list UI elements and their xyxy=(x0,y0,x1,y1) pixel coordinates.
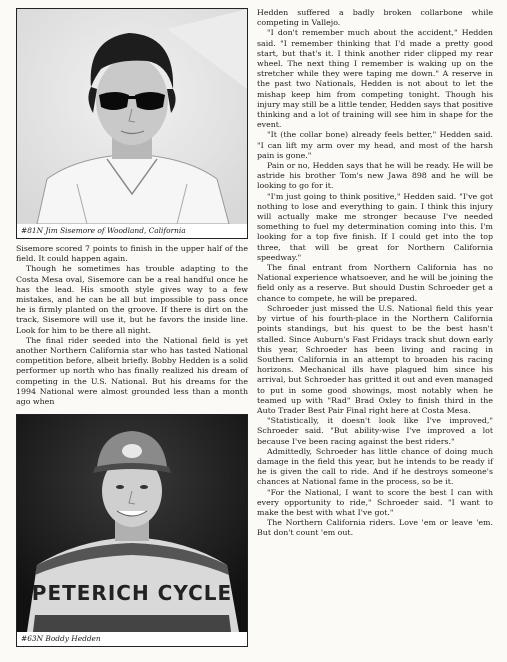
left-article-text xyxy=(16,244,248,407)
paragraph: Schroeder just missed the U.S. National field this year by virtue of his fourth-place in the Northern California points standings, but his quest to be the best hasn't stalled. Since Auburn's Fast Fridays track shut down early this year, Schroeder has been living and racing in Southern California in an attempt to broaden his racing horizons. Mechanical ills have plagued him since his arrival, but Schroeder has gritted it out and even managed to put in some good showings, most notably when he teamed up with "Rad" Brad Oxley to finish third in the Auto Trader Best Pair Final right here at Costa Mesa. xyxy=(257,303,493,415)
right-column xyxy=(257,8,493,539)
left-column xyxy=(16,8,248,647)
paragraph: "Statistically, it doesn't look like I've improved," Schroeder said. "But ability-wise I've improved a lot because I've been racing against the best riders." xyxy=(257,416,493,446)
paragraph: The final entrant from Northern California has no National experience whatsoever, and he will be joining the field only as a reserve. But should Dustin Schroeder get a chance to compete, he will be prepared. xyxy=(257,263,493,303)
paragraph: Admittedly, Schroeder has little chance of doing much damage in the field this year, but he intends to be ready if he is given the call to ride. And if he destroys someone's chances at National fame in the process, so be it. xyxy=(257,446,493,487)
paragraph: Hedden suffered a badly broken collarbone while competing in Vallejo. xyxy=(257,8,493,28)
paragraph: "I'm just going to think positive," Hedden said. "I've got nothing to lose and everything to gain. I think this injury will actually make me stronger because I've needed something to fuel my determination coming into this. I'm looking for a top five finish. If I could get into the top three, that will be great for Northern California speedway." xyxy=(257,191,493,262)
photo-sisemore xyxy=(16,8,248,239)
paragraph: Pain or no, Hedden says that he will be ready. He will be astride his brother Tom's new Jawa 898 and he will be looking to go for it. xyxy=(257,161,493,191)
paragraph: Though he sometimes has trouble adapting to the Costa Mesa oval, Sisemore can be a real handful once he has the lead. His smooth style gives way to a few mistakes, and he can be all but impossible to pass once he is firmly planted on the groove. If there is dirt on the track, Sisemore will use it, but he favors the inside line. Look for him to be there all night. xyxy=(16,264,248,335)
paragraph: The Northern California riders. Love 'em or leave 'em. But don't count 'em out. xyxy=(257,518,493,538)
photo-sisemore-image xyxy=(17,9,247,224)
paragraph: "For the National, I want to score the best I can with every opportunity to ride," Schroeder said. "I want to make the best with what I've got." xyxy=(257,487,493,517)
photo-hedden xyxy=(16,414,248,647)
photo-hedden-caption: #63N Boddy Hedden xyxy=(17,632,247,646)
paragraph: "I don't remember much about the accident," Hedden said. "I remember thinking that I'd made a pretty good start, but that's it. I think another rider clipped my rear wheel. The next thing I remember is waking up on the stretcher while they were taping me down." A reserve in the past two Nationals, Hedden is not about to let the mishap keep him from competing tonight. Though his injury may still be a little tender, Hedden says that positive thinking and a lot of training will see him in shape for the event. xyxy=(257,28,493,130)
photo-sisemore-caption: #81N Jim Sisemore of Woodland, California xyxy=(17,224,247,238)
paragraph: The final rider seeded into the National field is yet another Northern California star who has tasted National competition before, albeit briefly. Bobby Hedden is a solid performer up north who has finally realized his dream of competing in the U.S. National. But his dreams for the 1994 National were almost grounded less than a month ago when xyxy=(16,335,248,407)
jersey-lettering: PETERICH CYCLE xyxy=(31,581,233,606)
paragraph: "It (the collar bone) already feels better," Hedden said. "I can lift my arm over my head, and most of the harsh pain is gone." xyxy=(257,130,493,160)
photo-hedden-image xyxy=(17,415,247,632)
paragraph: Sisemore scored 7 points to finish in the upper half of the field. It could happen again. xyxy=(16,244,248,264)
